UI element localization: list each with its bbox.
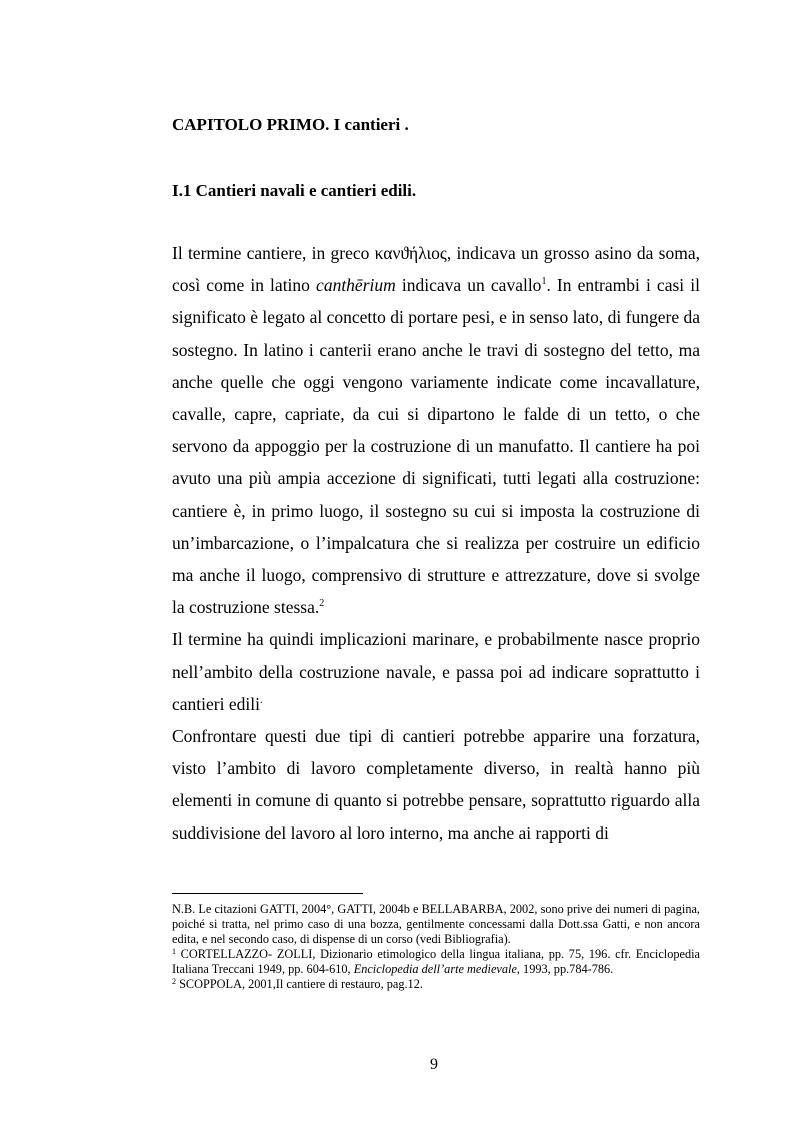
footnote-1 bbox=[172, 947, 700, 977]
paragraph-2-text: Il termine ha quindi implicazioni marinare, e probabilmente nasce proprio nell’ambito della costruzione navale, e passa poi ad indicare soprattutto i cantieri edili bbox=[172, 629, 700, 714]
paragraph-1-start: Il termine cantiere, in greco κανϑήλιος, indicava un grosso asino da soma, così come in latino bbox=[172, 243, 700, 296]
footnote-1-mark: 1 bbox=[172, 947, 176, 957]
footnote-1-end: , 1993, pp.784-786. bbox=[516, 962, 614, 977]
footnote-1-italic: Enciclopedia dell’arte medievale bbox=[353, 962, 517, 977]
paragraph-2-mark: . bbox=[259, 694, 263, 706]
footnote-2-mark: 2 bbox=[172, 977, 176, 987]
section-title: Cantieri navali e cantieri edili. bbox=[195, 181, 417, 200]
footnotes bbox=[172, 902, 700, 993]
paragraph-1-end: . In entrambi i casi il significato è legato al concetto di portare pesi, e in senso lato, di fungere da sostegno. In latino i canterii erano anche le travi di sostegno del tetto, ma anche quelle che oggi vengono variamente indicate come incavallature, cavalle, capre, capriate, da cui si dipartono le falde di un tetto, o che servono da appoggio per la costruzione di un manufatto. Il cantiere ha poi avuto una più ampia accezione di significati, tutti legati alla costruzione: cantiere è, in primo luogo, il sostegno su cui si imposta la costruzione di un’imbarcazione, o l’impalcatura che si realizza per costruire un edificio ma anche il luogo, comprensivo di strutture e attrezzature, dove si svolge la costruzione stessa. bbox=[172, 275, 700, 618]
footnote-2 bbox=[172, 977, 700, 992]
section-number: I.1 bbox=[172, 181, 192, 200]
page-number: 9 bbox=[430, 1056, 438, 1073]
latin-term: canthērium bbox=[316, 275, 396, 296]
footnote-ref-1[interactable]: 1 bbox=[541, 276, 547, 288]
chapter-heading: CAPITOLO PRIMO. I cantieri . bbox=[172, 115, 409, 134]
footnote-nb: N.B. Le citazioni GATTI, 2004°, GATTI, 2004b e BELLABARBA, 2002, sono prive dei numeri di pagina, poiché si tratta, nel primo caso di una bozza, gentilmente concessami dalla Dott.ssa Gatti, e non ancora edita, e nel secondo caso, di dispense di un corso (vedi Bibliografia). bbox=[172, 902, 700, 947]
body-text bbox=[172, 237, 700, 849]
footnote-1-text: CORTELLAZZO- ZOLLI, Dizionario etimologico della lingua italiana, pp. 75, 196. cfr. Enciclopedia Italiana Treccani 1949, pp. 604-610, bbox=[172, 947, 700, 977]
paragraph-2 bbox=[172, 623, 700, 720]
section-heading bbox=[172, 181, 416, 201]
paragraph-1-mid: indicava un cavallo bbox=[395, 275, 542, 296]
footnote-2-text: SCOPPOLA, 2001,Il cantiere di restauro, pag.12. bbox=[176, 977, 423, 992]
paragraph-1 bbox=[172, 237, 700, 623]
footnote-separator bbox=[172, 893, 363, 894]
footnote-ref-2[interactable]: 2 bbox=[319, 598, 325, 610]
paragraph-3: Confrontare questi due tipi di cantieri potrebbe apparire una forzatura, visto l’ambito di lavoro completamente diverso, in realtà hanno più elementi in comune di quanto si potrebbe pensare, soprattutto riguardo alla suddivisione del lavoro al loro interno, ma anche ai rapporti di bbox=[172, 726, 700, 843]
